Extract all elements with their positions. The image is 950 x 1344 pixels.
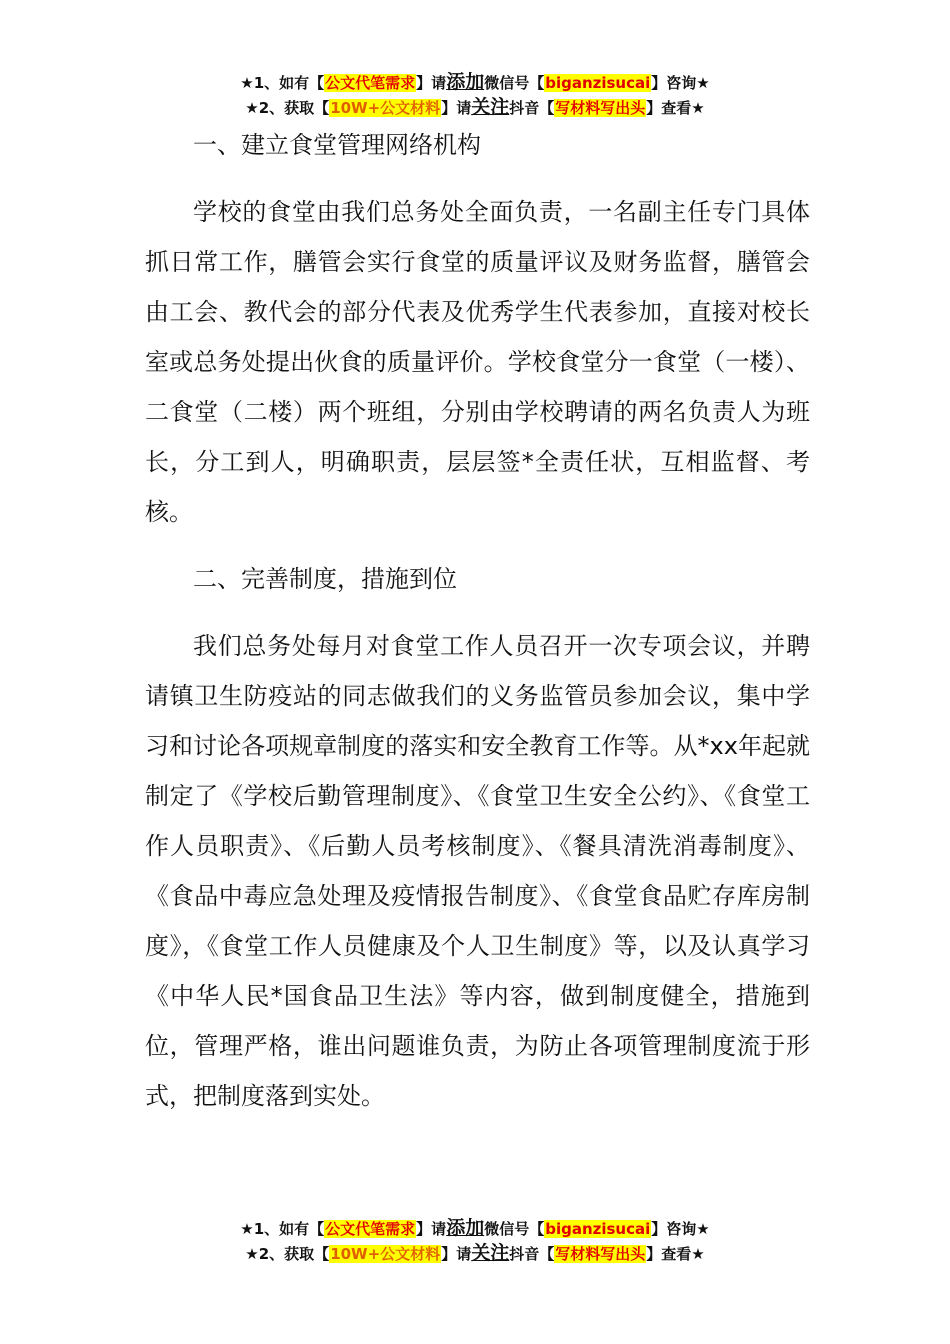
banner-text: 】请 bbox=[441, 99, 472, 117]
banner-text: ★2、获取【 bbox=[245, 1245, 330, 1263]
top-banner bbox=[0, 70, 950, 120]
banner-text: ★2、获取【 bbox=[245, 99, 330, 117]
banner-text: 】咨询★ bbox=[651, 74, 710, 92]
banner-underlined: 关注 bbox=[471, 1242, 510, 1264]
banner-line-2 bbox=[0, 1241, 950, 1266]
banner-wechat-id: biganzisucai bbox=[545, 1220, 651, 1238]
paragraph-1: 学校的食堂由我们总务处全面负责，一名副主任专门具体抓日常工作，膳管会实行食堂的质量评议及财务监督，膳管会由工会、教代会的部分代表及优秀学生代表参加，直接对校长室或总务处提出伙食的质量评价。学校食堂分一食堂（一楼）、二食堂（二楼）两个班组，分别由学校聘请的两名负责人为班长，分工到人，明确职责，层层签*全责任状，互相监督、考核。 bbox=[145, 198, 810, 526]
banner-douyin-id: 写材料写出头 bbox=[555, 99, 646, 117]
banner-douyin-id: 写材料写出头 bbox=[555, 1245, 646, 1263]
banner-text: 】查看★ bbox=[646, 99, 705, 117]
banner-highlight: 公文代笔需求 bbox=[325, 1220, 416, 1238]
banner-text: 】查看★ bbox=[646, 1245, 705, 1263]
banner-text: 抖音【 bbox=[509, 99, 555, 117]
banner-text: ★1、如有【 bbox=[240, 74, 325, 92]
bottom-banner bbox=[0, 1216, 950, 1266]
banner-text: 】咨询★ bbox=[651, 1220, 710, 1238]
banner-text: ★1、如有【 bbox=[240, 1220, 325, 1238]
section-heading-2: 二、完善制度，措施到位 bbox=[193, 565, 457, 593]
banner-highlight: 公文代笔需求 bbox=[325, 74, 416, 92]
banner-text: 微信号【 bbox=[484, 74, 545, 92]
document-body bbox=[145, 125, 810, 1143]
banner-highlight: 10W+公文材料 bbox=[330, 1245, 441, 1263]
banner-line-1 bbox=[0, 70, 950, 95]
banner-line-2 bbox=[0, 95, 950, 120]
banner-line-1 bbox=[0, 1216, 950, 1241]
banner-text: 】请 bbox=[416, 74, 447, 92]
banner-text: 抖音【 bbox=[509, 1245, 555, 1263]
paragraph-2: 我们总务处每月对食堂工作人员召开一次专项会议，并聘请镇卫生防疫站的同志做我们的义务监管员参加会议，集中学习和讨论各项规章制度的落实和安全教育工作等。从*xx年起就制定了《学校后勤管理制度》、《食堂卫生安全公约》、《食堂工作人员职责》、《后勤人员考核制度》、《餐具清洗消毒制度》、《食品中毒应急处理及疫情报告制度》、《食堂食品贮存库房制度》，《食堂工作人员健康及个人卫生制度》等，以及认真学习《中华人民*国食品卫生法》等内容，做到制度健全，措施到位，管理严格，谁出问题谁负责，为防止各项管理制度流于形式，把制度落到实处。 bbox=[145, 632, 810, 1110]
banner-text: 微信号【 bbox=[484, 1220, 545, 1238]
banner-wechat-id: biganzisucai bbox=[545, 74, 651, 92]
banner-highlight: 10W+公文材料 bbox=[330, 99, 441, 117]
section-heading-1: 一、建立食堂管理网络机构 bbox=[193, 131, 481, 159]
banner-text: 】请 bbox=[416, 1220, 447, 1238]
banner-underlined: 添加 bbox=[446, 1217, 485, 1239]
banner-underlined: 关注 bbox=[471, 96, 510, 118]
banner-underlined: 添加 bbox=[446, 71, 485, 93]
banner-text: 】请 bbox=[441, 1245, 472, 1263]
